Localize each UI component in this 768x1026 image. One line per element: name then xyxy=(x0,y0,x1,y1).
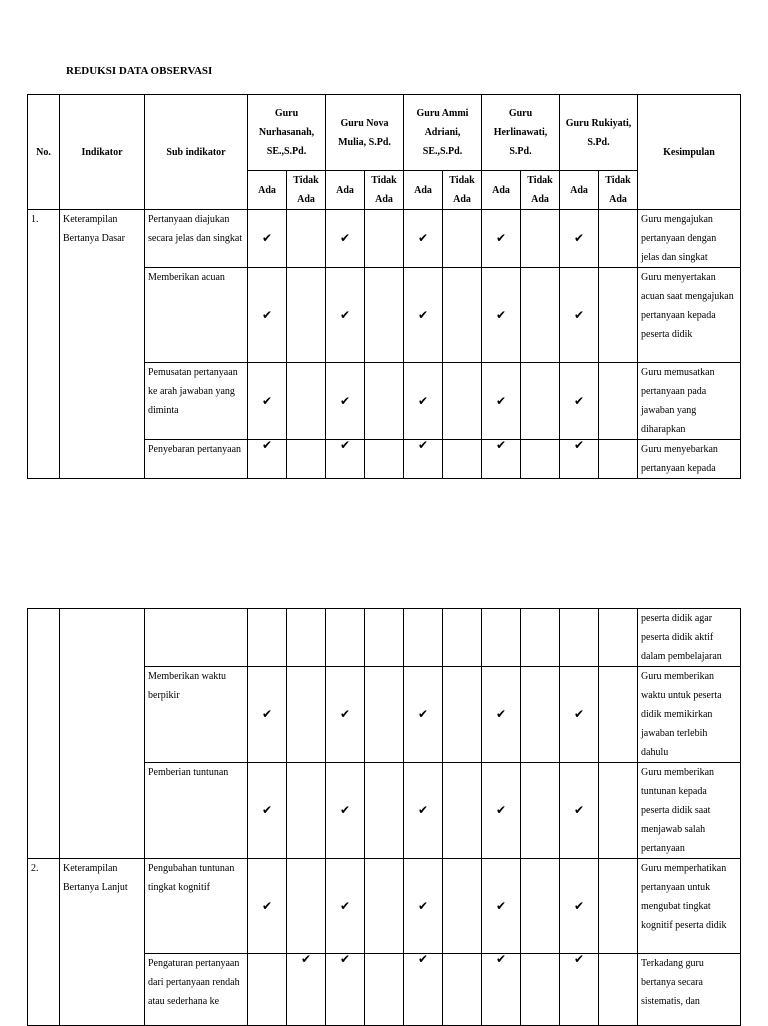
check-cell xyxy=(365,763,404,859)
kesimpulan-cell: Guru memberikan tuntunan kepada peserta didik saat menjawab salah pertanyaan xyxy=(638,763,741,859)
check-cell xyxy=(443,609,482,667)
observation-table-page-1 xyxy=(27,94,741,479)
row-number xyxy=(28,609,60,859)
header-tidak-ada: Tidak Ada xyxy=(521,171,560,210)
sub-indikator-cell: Penyebaran pertanyaan xyxy=(145,440,248,479)
header-guru-5: Guru Rukiyati, S.Pd. xyxy=(560,95,638,171)
check-mark-icon: ✔ xyxy=(326,440,365,479)
check-mark-icon: ✔ xyxy=(248,859,287,954)
sub-indikator-cell: Pengaturan pertanyaan dari pertanyaan rendah atau sederhana ke xyxy=(145,954,248,1026)
check-cell xyxy=(404,609,443,667)
check-cell xyxy=(482,609,521,667)
header-tidak-ada: Tidak Ada xyxy=(443,171,482,210)
sub-indikator-cell: Pengubahan tuntunan tingkat kognitif xyxy=(145,859,248,954)
check-cell xyxy=(365,440,404,479)
check-mark-icon: ✔ xyxy=(482,667,521,763)
check-cell xyxy=(287,440,326,479)
header-no: No. xyxy=(28,95,60,210)
table-row xyxy=(28,210,741,268)
check-mark-icon: ✔ xyxy=(560,210,599,268)
kesimpulan-cell: Guru memperhatikan pertanyaan untuk mengubat tingkat kognitif peserta didik xyxy=(638,859,741,954)
check-cell xyxy=(365,667,404,763)
sub-indikator-cell: Memberikan waktu berpikir xyxy=(145,667,248,763)
check-cell xyxy=(443,859,482,954)
sub-indikator-cell: Memberikan acuan xyxy=(145,268,248,363)
check-cell xyxy=(443,667,482,763)
check-mark-icon: ✔ xyxy=(404,763,443,859)
indikator-cell xyxy=(60,609,145,859)
check-cell xyxy=(599,440,638,479)
indikator-cell: Keterampilan Bertanya Dasar xyxy=(60,210,145,479)
check-cell xyxy=(365,268,404,363)
check-cell xyxy=(287,667,326,763)
header-ada: Ada xyxy=(404,171,443,210)
header-tidak-ada: Tidak Ada xyxy=(287,171,326,210)
check-mark-icon: ✔ xyxy=(404,210,443,268)
check-mark-icon: ✔ xyxy=(404,268,443,363)
header-ada: Ada xyxy=(482,171,521,210)
check-cell xyxy=(443,210,482,268)
check-mark-icon: ✔ xyxy=(404,667,443,763)
check-cell xyxy=(521,667,560,763)
check-mark-icon: ✔ xyxy=(326,268,365,363)
check-cell xyxy=(287,363,326,440)
sub-indikator-cell xyxy=(145,609,248,667)
check-cell xyxy=(365,859,404,954)
check-cell xyxy=(443,954,482,1026)
check-mark-icon: ✔ xyxy=(482,859,521,954)
check-cell xyxy=(599,763,638,859)
check-mark-icon: ✔ xyxy=(326,667,365,763)
check-mark-icon: ✔ xyxy=(482,763,521,859)
observation-table-page-2 xyxy=(27,608,741,1026)
check-mark-icon: ✔ xyxy=(326,210,365,268)
check-cell xyxy=(443,363,482,440)
check-mark-icon: ✔ xyxy=(248,763,287,859)
check-mark-icon: ✔ xyxy=(248,440,287,479)
check-cell xyxy=(599,363,638,440)
check-cell xyxy=(287,859,326,954)
row-number: 1. xyxy=(28,210,60,479)
check-cell xyxy=(326,609,365,667)
check-cell xyxy=(560,609,599,667)
kesimpulan-cell: Terkadang guru bertanya secara sistematis, dan xyxy=(638,954,741,1026)
check-mark-icon: ✔ xyxy=(404,363,443,440)
kesimpulan-cell: Guru menyertakan acuan saat mengajukan pertanyaan kepada peserta didik xyxy=(638,268,741,363)
check-mark-icon: ✔ xyxy=(248,268,287,363)
header-ada: Ada xyxy=(560,171,599,210)
check-mark-icon: ✔ xyxy=(482,440,521,479)
header-guru-1: Guru Nurhasanah, SE.,S.Pd. xyxy=(248,95,326,171)
table-row xyxy=(28,609,741,667)
check-mark-icon: ✔ xyxy=(248,210,287,268)
check-cell xyxy=(365,210,404,268)
check-cell xyxy=(287,210,326,268)
check-cell xyxy=(521,440,560,479)
check-cell xyxy=(521,954,560,1026)
header-guru-3: Guru Ammi Adriani, SE.,S.Pd. xyxy=(404,95,482,171)
check-cell xyxy=(248,609,287,667)
header-tidak-ada: Tidak Ada xyxy=(365,171,404,210)
page-title: REDUKSI DATA OBSERVASI xyxy=(66,65,213,77)
header-sub-indikator: Sub indikator xyxy=(145,95,248,210)
check-cell xyxy=(443,440,482,479)
header-ada: Ada xyxy=(248,171,287,210)
check-mark-icon: ✔ xyxy=(287,954,326,1026)
check-mark-icon: ✔ xyxy=(560,859,599,954)
check-mark-icon: ✔ xyxy=(482,954,521,1026)
header-kesimpulan: Kesimpulan xyxy=(638,95,741,210)
kesimpulan-cell: Guru menyebarkan pertanyaan kepada xyxy=(638,440,741,479)
kesimpulan-cell: Guru memberikan waktu untuk peserta didik memikirkan jawaban terlebih dahulu xyxy=(638,667,741,763)
header-guru-4: Guru Herlinawati, S.Pd. xyxy=(482,95,560,171)
check-mark-icon: ✔ xyxy=(404,954,443,1026)
check-cell xyxy=(599,268,638,363)
check-cell xyxy=(521,859,560,954)
check-cell xyxy=(521,268,560,363)
check-mark-icon: ✔ xyxy=(482,363,521,440)
sub-indikator-cell: Pemberian tuntunan xyxy=(145,763,248,859)
indikator-cell: Keterampilan Bertanya Lanjut xyxy=(60,859,145,1026)
check-mark-icon: ✔ xyxy=(560,954,599,1026)
check-cell xyxy=(521,210,560,268)
check-cell xyxy=(248,954,287,1026)
sub-indikator-cell: Pemusatan pertanyaan ke arah jawaban yang diminta xyxy=(145,363,248,440)
check-cell xyxy=(443,268,482,363)
check-cell xyxy=(599,954,638,1026)
check-mark-icon: ✔ xyxy=(326,954,365,1026)
check-mark-icon: ✔ xyxy=(482,268,521,363)
check-cell xyxy=(521,363,560,440)
row-number: 2. xyxy=(28,859,60,1026)
check-cell xyxy=(521,609,560,667)
check-mark-icon: ✔ xyxy=(404,859,443,954)
check-cell xyxy=(365,954,404,1026)
header-indikator: Indikator xyxy=(60,95,145,210)
check-mark-icon: ✔ xyxy=(560,440,599,479)
header-guru-2: Guru Nova Mulia, S.Pd. xyxy=(326,95,404,171)
check-mark-icon: ✔ xyxy=(326,363,365,440)
check-mark-icon: ✔ xyxy=(560,667,599,763)
check-cell xyxy=(287,609,326,667)
check-mark-icon: ✔ xyxy=(482,210,521,268)
kesimpulan-cell: Guru mengajukan pertanyaan dengan jelas dan singkat xyxy=(638,210,741,268)
check-mark-icon: ✔ xyxy=(560,763,599,859)
check-cell xyxy=(599,210,638,268)
check-cell xyxy=(365,363,404,440)
header-ada: Ada xyxy=(326,171,365,210)
kesimpulan-cell: Guru memusatkan pertanyaan pada jawaban yang diharapkan xyxy=(638,363,741,440)
check-cell xyxy=(521,763,560,859)
check-mark-icon: ✔ xyxy=(560,268,599,363)
check-mark-icon: ✔ xyxy=(404,440,443,479)
check-mark-icon: ✔ xyxy=(248,667,287,763)
kesimpulan-cell: peserta didik agar peserta didik aktif dalam pembelajaran xyxy=(638,609,741,667)
check-cell xyxy=(287,268,326,363)
check-cell xyxy=(443,763,482,859)
sub-indikator-cell: Pertanyaan diajukan secara jelas dan singkat xyxy=(145,210,248,268)
check-mark-icon: ✔ xyxy=(248,363,287,440)
check-cell xyxy=(287,763,326,859)
check-cell xyxy=(365,609,404,667)
check-cell xyxy=(599,609,638,667)
check-cell xyxy=(599,667,638,763)
table-row xyxy=(28,859,741,954)
header-tidak-ada: Tidak Ada xyxy=(599,171,638,210)
check-mark-icon: ✔ xyxy=(326,859,365,954)
check-mark-icon: ✔ xyxy=(560,363,599,440)
check-cell xyxy=(599,859,638,954)
check-mark-icon: ✔ xyxy=(326,763,365,859)
